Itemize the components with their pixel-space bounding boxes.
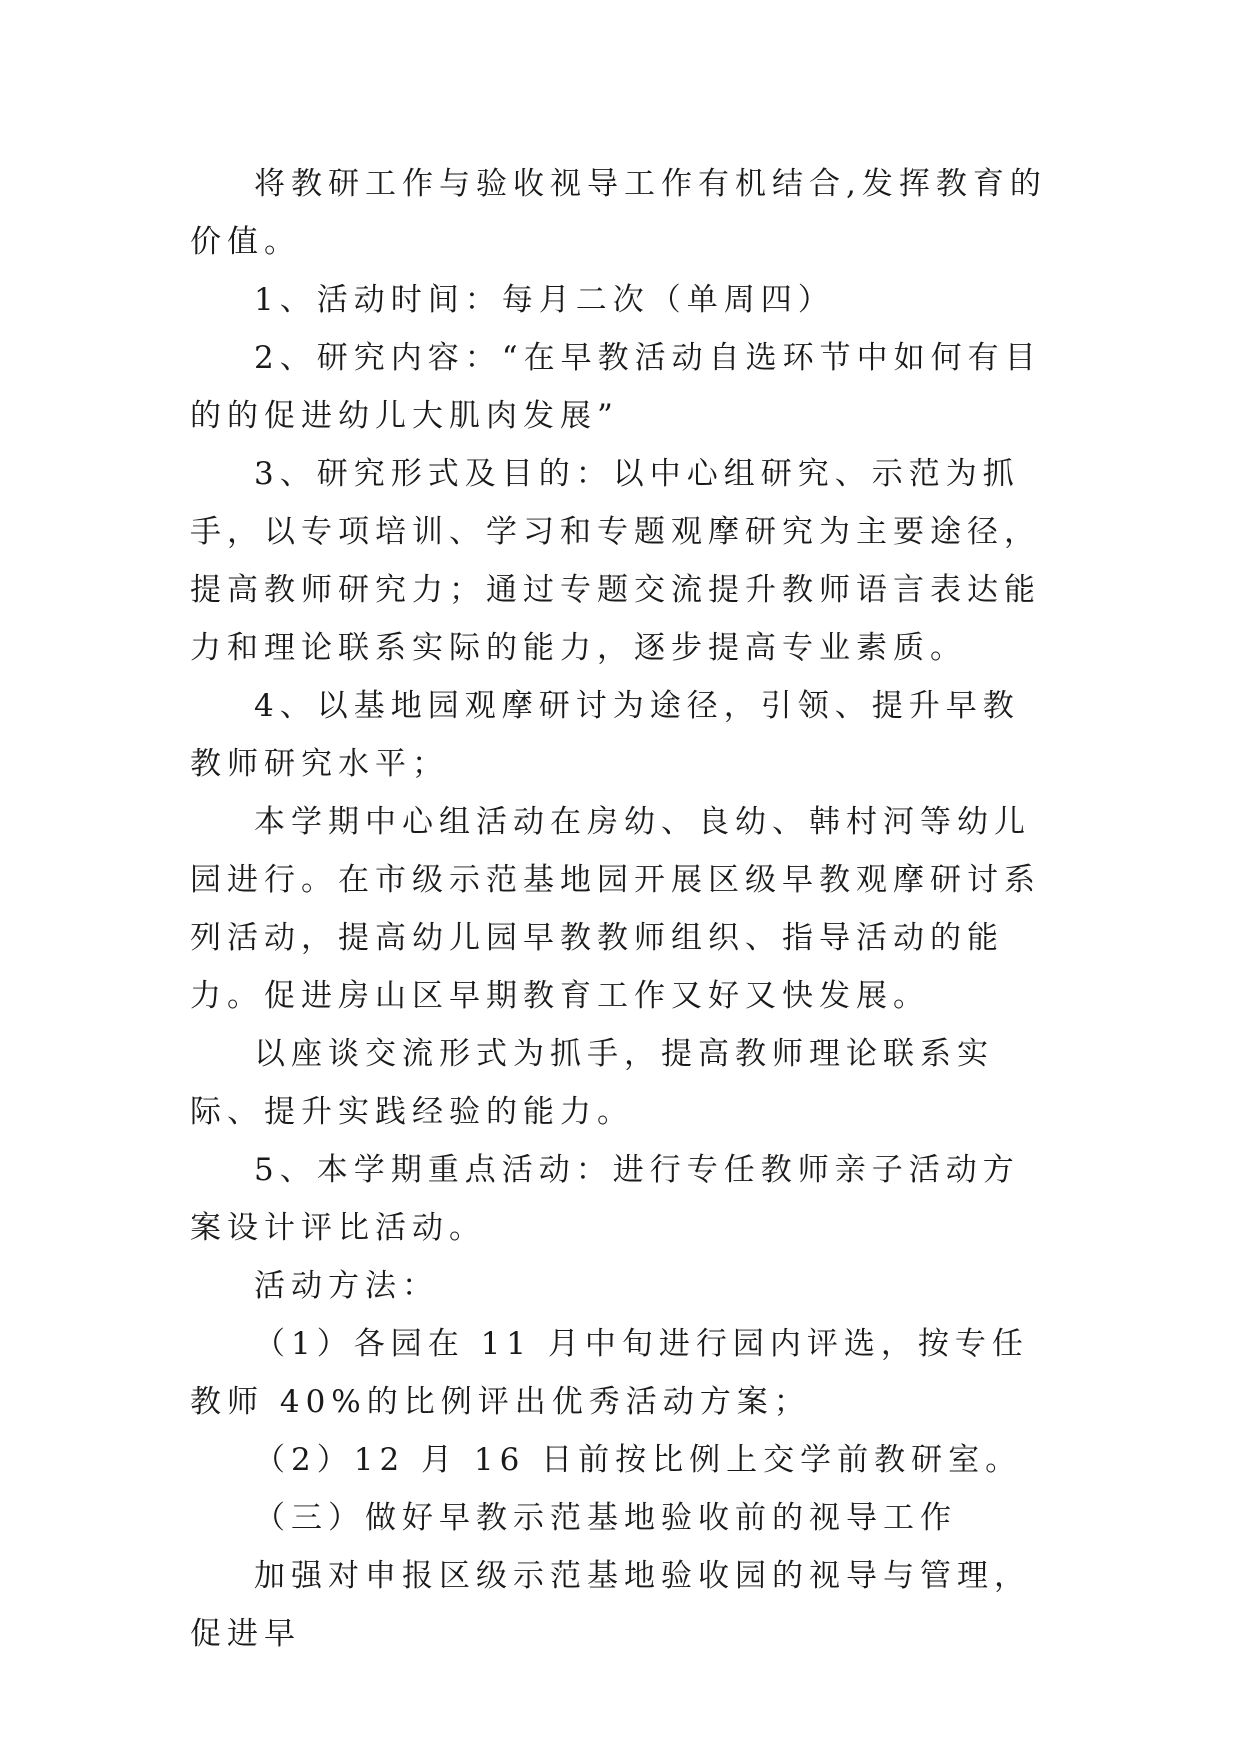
paragraph-intro: 将教研工作与验收视导工作有机结合,发挥教育的价值。 <box>190 166 1047 260</box>
paragraph-strengthen: 加强对申报区级示范基地验收园的视导与管理，促进早 <box>190 1558 1031 1652</box>
paragraph-center-group: 本学期中心组活动在房幼、良幼、韩村河等幼儿园进行。在市级示范基地园开展区级早教观摩研讨系列活动，提高幼儿园早教教师组织、指导活动的能力。促进房山区早期教育工作又好又快发展。 <box>190 804 1041 1014</box>
paragraph-research-content: 2、研究内容：“在早教活动自选环节中如何有目的的促进幼儿大肌肉发展” <box>190 340 1042 434</box>
paragraph-research-form: 3、研究形式及目的：以中心组研究、示范为抓手，以专项培训、学习和专题观摩研究为主要途径，提高教师研究力；通过专题交流提升教师语言表达能力和理论联系实际的能力，逐步提高专业素质。 <box>190 456 1041 666</box>
paragraph-base-observation: 4、以基地园观摩研讨为途径，引领、提升早教教师研究水平； <box>190 688 1020 782</box>
paragraph-key-activity: 5、本学期重点活动：进行专任教师亲子活动方案设计评比活动。 <box>190 1152 1020 1246</box>
paragraph-method-heading: 活动方法： <box>254 1268 439 1304</box>
paragraph-method-2: （2）12 月 16 日前按比例上交学前教研室。 <box>254 1442 1023 1478</box>
paragraph-discussion: 以座谈交流形式为抓手，提高教师理论联系实际、提升实践经验的能力。 <box>190 1036 994 1130</box>
paragraph-activity-time: 1、活动时间：每月二次（单周四） <box>254 282 835 318</box>
paragraph-method-1: （1）各园在 11 月中旬进行园内评选，按专任教师 40%的比例评出优秀活动方案； <box>190 1326 1029 1420</box>
paragraph-section-three: （三）做好早教示范基地验收前的视导工作 <box>254 1500 957 1536</box>
document-body <box>190 155 1050 1663</box>
